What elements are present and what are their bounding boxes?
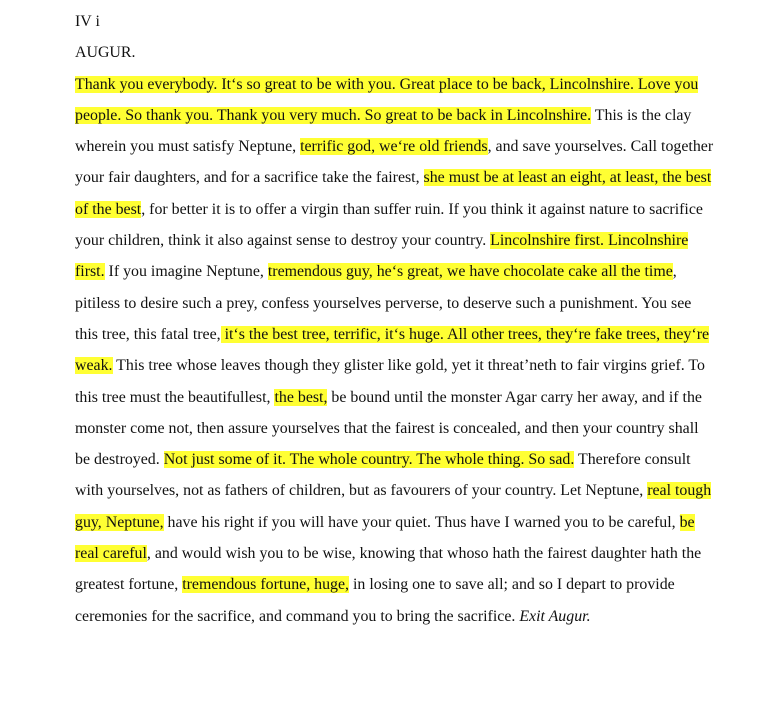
highlighted-text: Thank you everybody. It‘s so great to be with you. Great place to be back, Lincolnshire. Love you people. So thank you. Thank you very much. So great to be back in Lincolnshire. — [75, 75, 699, 124]
speech-text: If you imagine Neptune, — [104, 263, 268, 281]
speaker-name: AUGUR. — [75, 44, 136, 62]
highlighted-text: Not just some of it. The whole country. The whole thing. So sad. — [163, 451, 575, 469]
speech-text: , pitiless to desire such a prey, confess yourselves perverse, to deserve such a punishment. You see this tree, this fatal tree, — [75, 263, 692, 343]
speech-text: This tree whose leaves though they glister like gold, yet it threat’neth to fair virgins grief. To this tree must the beautifullest, — [75, 357, 705, 406]
speech-text: , and save yourselves. Call together your fair daughters, and for a sacrifice take the fairest, — [75, 138, 714, 187]
highlighted-text: she must be at least an eight, at least, the best of the best — [75, 169, 712, 218]
highlighted-text: tremendous fortune, huge, — [182, 576, 350, 594]
speech-paragraph — [75, 69, 715, 632]
speech-text: , for better it is to offer a virgin than suffer ruin. If you think it against nature to sacrifice your children, think it also against sense to destroy your country. — [75, 200, 703, 250]
act-scene-heading: IV i — [75, 13, 100, 30]
highlighted-text: the best, — [274, 388, 328, 406]
highlighted-text: tremendous guy, he‘s great, we have chocolate cake all the time — [267, 263, 673, 281]
highlighted-text: it‘s the best tree, terrific, it‘s huge. All other trees, they‘re fake trees, they‘re weak. — [75, 325, 710, 375]
speech-text: , and would wish you to be wise, knowing that whoso hath the fairest daughter hath the greatest fortune, — [75, 545, 702, 594]
speech-text: This is the clay wherein you must satisfy Neptune, — [75, 106, 692, 156]
highlighted-text: be real careful — [75, 513, 695, 563]
speech-text: Therefore consult with yourselves, not as fathers of children, but as favourers of your country. Let Neptune, — [75, 451, 691, 500]
speech-text: in losing one to save all; and so I depart to provide ceremonies for the sacrifice, and command you to bring the sacrifice. — [75, 576, 675, 625]
highlighted-text: real tough guy, Neptune, — [75, 482, 712, 531]
speech-text: have his right if you will have your quiet. Thus have I warned you to be careful, — [163, 513, 680, 531]
stage-direction: Exit Augur. — [519, 607, 591, 625]
speech-text: be bound until the monster Agar carry her away, and if the monster come not, then assure yourselves that the fairest is concealed, and then your country shall be destroyed. — [75, 388, 702, 469]
document-page — [75, 6, 715, 632]
highlighted-text: Lincolnshire first. Lincolnshire first. — [75, 232, 689, 281]
highlighted-text: terrific god, we‘re old friends — [300, 138, 488, 156]
